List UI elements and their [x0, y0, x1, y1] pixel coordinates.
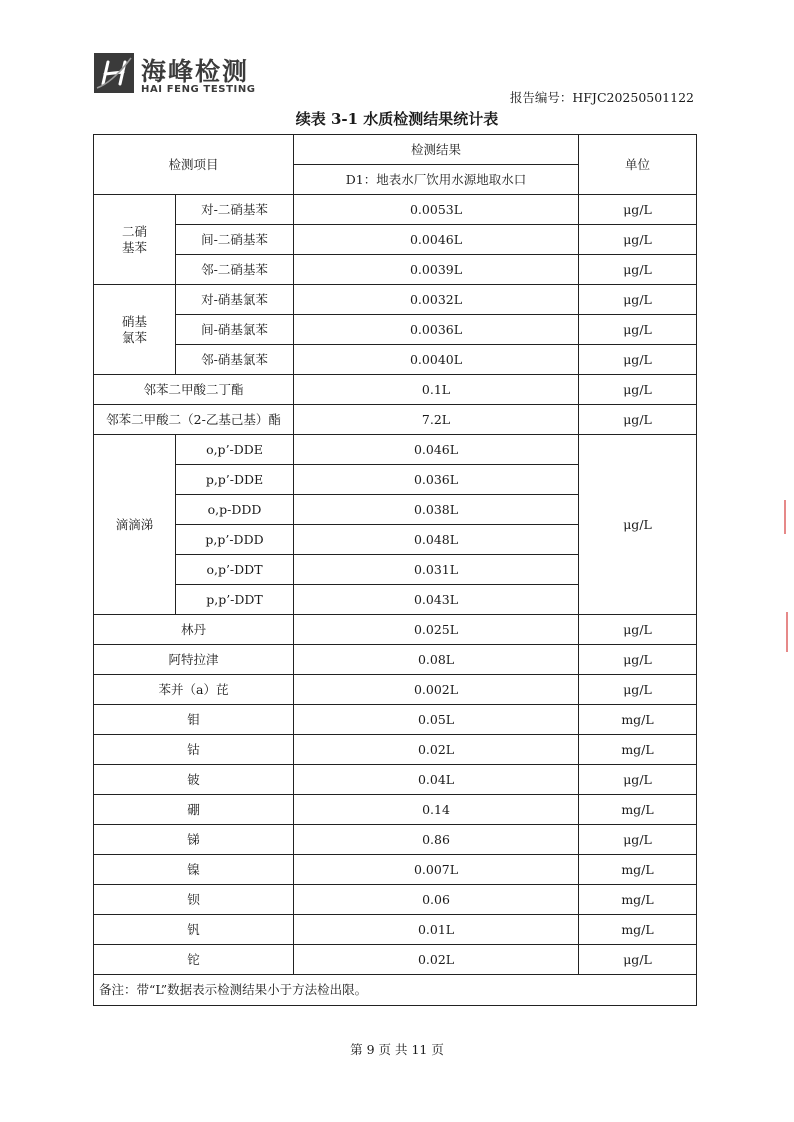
- report-number: 报告编号：HFJC20250501122: [509, 90, 694, 105]
- item-value: 0.038L: [294, 495, 579, 525]
- item-value: 0.04L: [294, 765, 579, 795]
- item-name: 对-硝基氯苯: [176, 285, 294, 315]
- results-table-container: [93, 134, 697, 1006]
- table-note-row: [94, 975, 697, 1006]
- item-name: 间-二硝基苯: [176, 225, 294, 255]
- item-value: 0.007L: [294, 855, 579, 885]
- table-row: [94, 825, 697, 855]
- group-ddt-unit: μg/L: [579, 435, 697, 615]
- logo-mark-icon: [93, 52, 135, 94]
- item-name: 铍: [94, 765, 294, 795]
- item-name: o,p’-DDE: [176, 435, 294, 465]
- item-name: 阿特拉津: [94, 645, 294, 675]
- item-value: 0.043L: [294, 585, 579, 615]
- header-item: 检测项目: [94, 135, 294, 195]
- table-row: [94, 795, 697, 825]
- item-value: 0.0032L: [294, 285, 579, 315]
- group-nitrochlorobenzene: 硝基 氯苯: [94, 285, 176, 375]
- table-row: [94, 255, 697, 285]
- item-value: 0.0053L: [294, 195, 579, 225]
- table-row: [94, 705, 697, 735]
- item-name: 铊: [94, 945, 294, 975]
- item-name: 邻-二硝基苯: [176, 255, 294, 285]
- table-row: [94, 195, 697, 225]
- table-header-row: [94, 135, 697, 165]
- table-row: [94, 405, 697, 435]
- item-unit: μg/L: [579, 345, 697, 375]
- item-value: 0.08L: [294, 645, 579, 675]
- logo-chinese-name: 海峰检测: [141, 57, 250, 86]
- item-value: 0.036L: [294, 465, 579, 495]
- table-row: [94, 285, 697, 315]
- group-dinitrobenzene: 二硝 基苯: [94, 195, 176, 285]
- item-name: 钡: [94, 885, 294, 915]
- item-unit: μg/L: [579, 375, 697, 405]
- item-unit: μg/L: [579, 645, 697, 675]
- item-name: 钴: [94, 735, 294, 765]
- item-value: 0.048L: [294, 525, 579, 555]
- item-name: 硼: [94, 795, 294, 825]
- item-unit: μg/L: [579, 765, 697, 795]
- item-unit: mg/L: [579, 795, 697, 825]
- item-unit: μg/L: [579, 285, 697, 315]
- item-value: 0.02L: [294, 945, 579, 975]
- item-name: 钒: [94, 915, 294, 945]
- seal-mark: [786, 612, 788, 652]
- table-title: 续表 3-1 水质检测结果统计表: [295, 110, 499, 128]
- item-value: 0.05L: [294, 705, 579, 735]
- item-name: 林丹: [94, 615, 294, 645]
- item-value: 0.06: [294, 885, 579, 915]
- item-name: 邻-硝基氯苯: [176, 345, 294, 375]
- page-number: 第 9 页 共 11 页: [350, 1042, 444, 1057]
- item-value: 0.046L: [294, 435, 579, 465]
- item-value: 0.0046L: [294, 225, 579, 255]
- item-unit: μg/L: [579, 315, 697, 345]
- item-name: o,p-DDD: [176, 495, 294, 525]
- item-name: p,p’-DDD: [176, 525, 294, 555]
- item-name: 锑: [94, 825, 294, 855]
- table-row: [94, 675, 697, 705]
- item-unit: μg/L: [579, 825, 697, 855]
- item-unit: mg/L: [579, 885, 697, 915]
- item-name: 镍: [94, 855, 294, 885]
- company-logo: [93, 52, 263, 100]
- table-row: [94, 645, 697, 675]
- table-row: [94, 225, 697, 255]
- item-unit: μg/L: [579, 615, 697, 645]
- table-note: 备注：带“L”数据表示检测结果小于方法检出限。: [94, 975, 697, 1006]
- item-unit: mg/L: [579, 855, 697, 885]
- item-name: p,p’-DDE: [176, 465, 294, 495]
- item-name: p,p’-DDT: [176, 585, 294, 615]
- item-unit: μg/L: [579, 195, 697, 225]
- item-unit: μg/L: [579, 945, 697, 975]
- item-value: 0.14: [294, 795, 579, 825]
- table-row: [94, 615, 697, 645]
- item-value: 0.0036L: [294, 315, 579, 345]
- logo-english-name: HAI FENG TESTING: [141, 84, 256, 95]
- item-value: 0.1L: [294, 375, 579, 405]
- table-row: [94, 855, 697, 885]
- item-value: 0.0040L: [294, 345, 579, 375]
- table-row: [94, 765, 697, 795]
- item-value: 0.031L: [294, 555, 579, 585]
- table-row: [94, 885, 697, 915]
- item-value: 7.2L: [294, 405, 579, 435]
- item-unit: mg/L: [579, 735, 697, 765]
- item-value: 0.0039L: [294, 255, 579, 285]
- table-row: [94, 345, 697, 375]
- item-name: o,p’-DDT: [176, 555, 294, 585]
- item-name: 邻苯二甲酸二丁酯: [94, 375, 294, 405]
- table-row: [94, 945, 697, 975]
- table-row: [94, 315, 697, 345]
- item-name: 钼: [94, 705, 294, 735]
- item-unit: μg/L: [579, 255, 697, 285]
- item-value: 0.02L: [294, 735, 579, 765]
- table-row: [94, 735, 697, 765]
- results-table: [93, 134, 697, 1006]
- table-row: [94, 915, 697, 945]
- item-unit: μg/L: [579, 405, 697, 435]
- header-site: D1：地表水厂饮用水源地取水口: [294, 165, 579, 195]
- item-name: 苯并（a）芘: [94, 675, 294, 705]
- item-unit: mg/L: [579, 915, 697, 945]
- table-row: [94, 375, 697, 405]
- header-unit: 单位: [579, 135, 697, 195]
- item-value: 0.002L: [294, 675, 579, 705]
- seal-mark: [784, 500, 786, 534]
- item-value: 0.01L: [294, 915, 579, 945]
- item-name: 对-二硝基苯: [176, 195, 294, 225]
- item-unit: μg/L: [579, 225, 697, 255]
- item-unit: mg/L: [579, 705, 697, 735]
- item-unit: μg/L: [579, 675, 697, 705]
- item-value: 0.86: [294, 825, 579, 855]
- table-row: [94, 435, 697, 465]
- item-name: 邻苯二甲酸二（2-乙基己基）酯: [94, 405, 294, 435]
- header-result: 检测结果: [294, 135, 579, 165]
- item-value: 0.025L: [294, 615, 579, 645]
- item-name: 间-硝基氯苯: [176, 315, 294, 345]
- group-ddt: 滴滴涕: [94, 435, 176, 615]
